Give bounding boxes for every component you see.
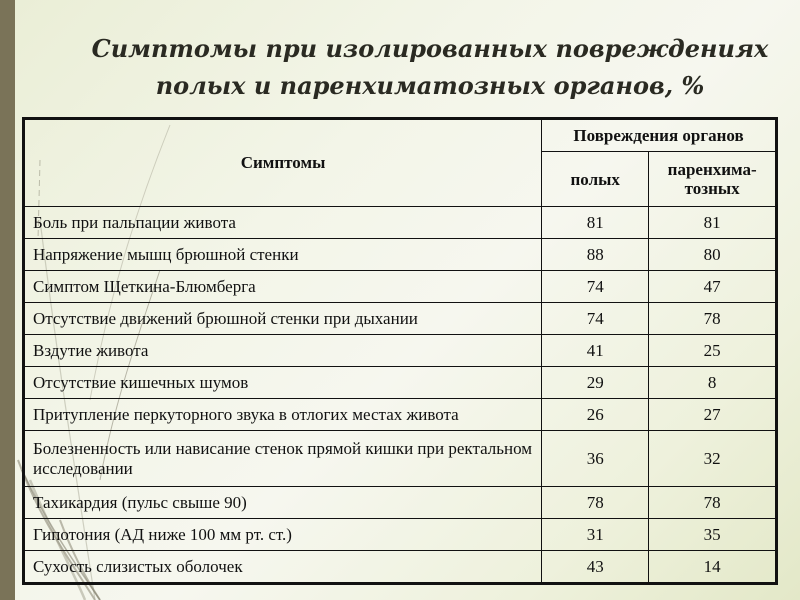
symptom-cell: Тахикардия (пульс свыше 90) [24, 487, 542, 519]
title-line-2: полых и паренхиматозных органов, % [155, 71, 705, 100]
header-symptoms: Симптомы [24, 119, 542, 207]
hollow-value: 81 [542, 207, 649, 239]
table-row [24, 335, 777, 367]
symptom-cell: Напряжение мышц брюшной стенки [24, 239, 542, 271]
hollow-value: 88 [542, 239, 649, 271]
hollow-value: 43 [542, 551, 649, 584]
symptom-cell: Сухость слизистых оболочек [24, 551, 542, 584]
hollow-value: 29 [542, 367, 649, 399]
header-organ-injuries: Повреждения органов [542, 119, 777, 152]
symptom-cell: Притупление перкуторного звука в отлогих местах живота [24, 399, 542, 431]
parenchymal-value: 35 [649, 519, 777, 551]
parenchymal-value: 81 [649, 207, 777, 239]
table-row [24, 487, 777, 519]
symptoms-table [22, 117, 778, 585]
table-row [24, 519, 777, 551]
parenchymal-value: 80 [649, 239, 777, 271]
hollow-value: 26 [542, 399, 649, 431]
parenchymal-value: 8 [649, 367, 777, 399]
table-row [24, 207, 777, 239]
parenchymal-value: 27 [649, 399, 777, 431]
symptom-cell: Болезненность или нависание стенок прямой кишки при ректальном исследовании [24, 431, 542, 487]
parenchymal-value: 32 [649, 431, 777, 487]
parenchymal-value: 25 [649, 335, 777, 367]
symptom-cell: Гипотония (АД ниже 100 мм рт. ст.) [24, 519, 542, 551]
table-row [24, 271, 777, 303]
parenchymal-value: 14 [649, 551, 777, 584]
hollow-value: 74 [542, 303, 649, 335]
hollow-value: 41 [542, 335, 649, 367]
table-row [24, 303, 777, 335]
header-parenchymal-line2: тозных [684, 179, 740, 198]
header-hollow: полых [542, 152, 649, 207]
hollow-value: 36 [542, 431, 649, 487]
table-row [24, 367, 777, 399]
header-parenchymal-line1: паренхима- [667, 160, 757, 179]
hollow-value: 78 [542, 487, 649, 519]
table-row [24, 399, 777, 431]
slide-title [60, 30, 800, 104]
symptom-cell: Отсутствие движений брюшной стенки при дыхании [24, 303, 542, 335]
symptom-cell: Симптом Щеткина-Блюмберга [24, 271, 542, 303]
table-row [24, 551, 777, 584]
hollow-value: 31 [542, 519, 649, 551]
parenchymal-value: 78 [649, 303, 777, 335]
symptom-cell: Вздутие живота [24, 335, 542, 367]
title-line-1: Симптомы при изолированных повреждениях [91, 34, 769, 63]
parenchymal-value: 47 [649, 271, 777, 303]
symptom-cell: Боль при пальпации живота [24, 207, 542, 239]
hollow-value: 74 [542, 271, 649, 303]
left-decorative-stripe [0, 0, 15, 600]
table-row [24, 431, 777, 487]
symptom-cell: Отсутствие кишечных шумов [24, 367, 542, 399]
header-row-1 [24, 119, 777, 152]
table-row [24, 239, 777, 271]
parenchymal-value: 78 [649, 487, 777, 519]
header-parenchymal [649, 152, 777, 207]
